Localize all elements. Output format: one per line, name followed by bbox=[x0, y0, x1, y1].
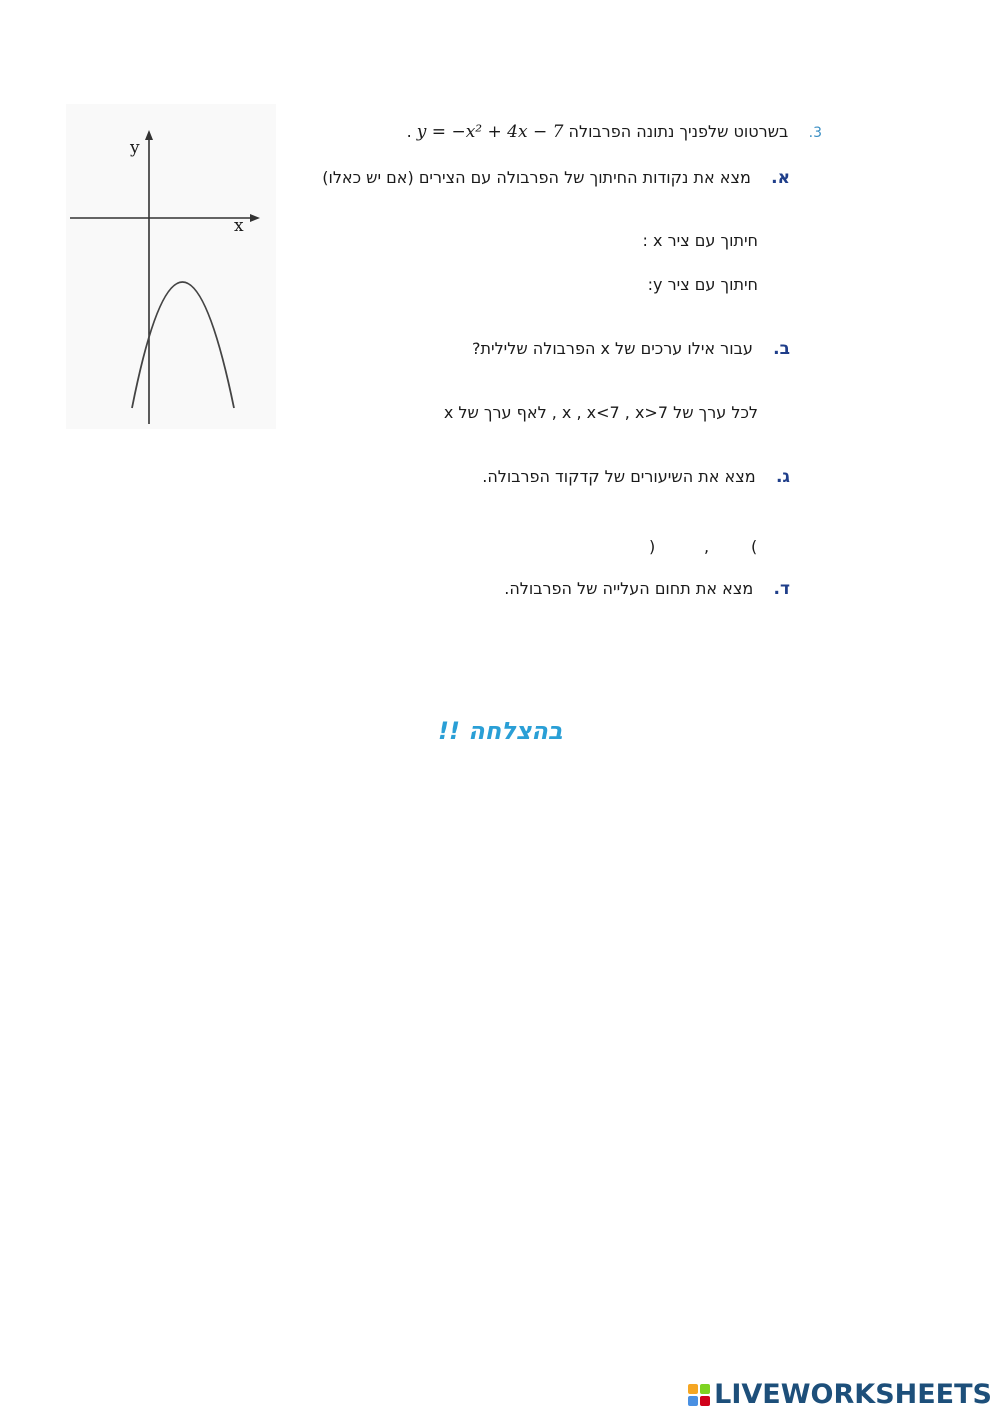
part-c-text: מצא את השיעורים של קדקוד הפרבולה. bbox=[482, 467, 756, 486]
logo-text: LIVEWORKSHEETS bbox=[714, 1379, 992, 1410]
question-header bbox=[407, 122, 822, 142]
parabola-graph bbox=[66, 104, 276, 429]
y-axis-label: y bbox=[130, 138, 140, 158]
good-luck-text: בהצלחה !! bbox=[438, 717, 563, 745]
y-intersect-label: חיתוך עם ציר y: bbox=[647, 275, 758, 294]
part-c bbox=[482, 467, 790, 487]
x-axis-label: x bbox=[234, 216, 244, 236]
part-b-text: עבור אילו ערכים של x הפרבולה שלילית? bbox=[472, 339, 753, 358]
vertex-paren-right: ( bbox=[751, 537, 758, 556]
part-d-letter: ד. bbox=[773, 579, 790, 599]
part-c-letter: ג. bbox=[775, 467, 790, 487]
question-number: 3. bbox=[808, 125, 822, 141]
x-intersect-label: חיתוך עם ציר x : bbox=[642, 231, 758, 250]
part-d-text: מצא את תחום העלייה של הפרבולה. bbox=[504, 579, 754, 598]
question-intro: בשרטוט שלפניך נתונה הפרבולה bbox=[568, 122, 789, 141]
part-d bbox=[504, 579, 790, 599]
logo-squares-icon bbox=[688, 1384, 710, 1406]
part-b-options: לכל ערך של x , x<7 , x>7 , לאף ערך של x bbox=[443, 403, 758, 422]
vertex-answer bbox=[649, 537, 761, 559]
part-b bbox=[472, 339, 790, 359]
part-b-letter: ב. bbox=[773, 339, 790, 359]
part-a bbox=[322, 168, 790, 188]
vertex-paren-left: ) bbox=[649, 537, 656, 556]
question-end-dot: . bbox=[406, 122, 412, 141]
part-a-text: מצא את נקודות החיתוך של הפרבולה עם הצירים (אם יש כאלו) bbox=[322, 168, 751, 187]
vertex-comma: , bbox=[704, 537, 710, 556]
parabola-equation: y = −x² + 4x − 7 bbox=[416, 122, 564, 142]
liveworksheets-logo bbox=[688, 1379, 992, 1410]
part-a-letter: א. bbox=[771, 168, 790, 188]
